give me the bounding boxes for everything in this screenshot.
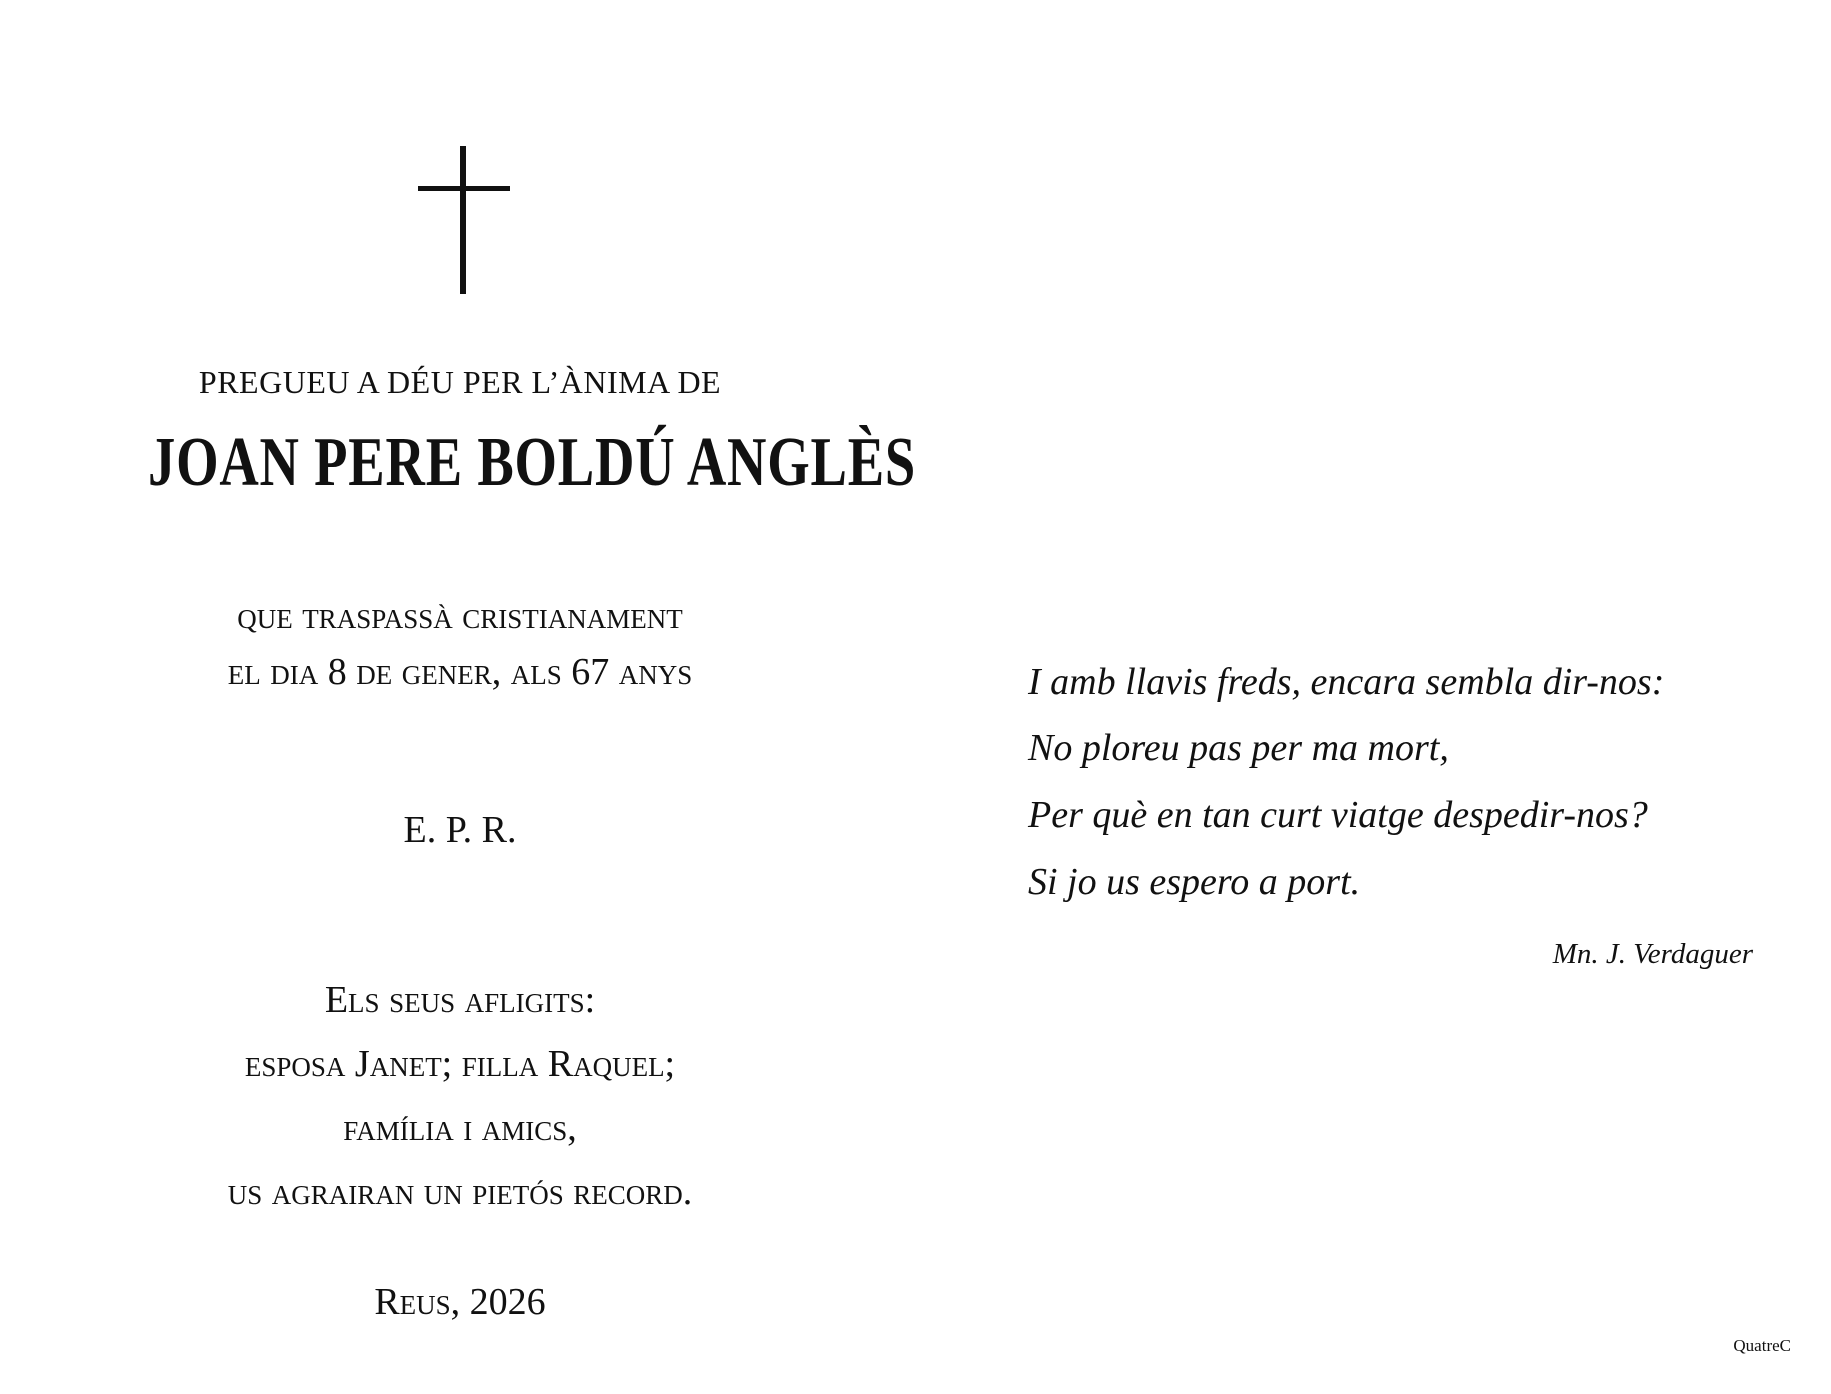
mourners-line-3: família i amics, bbox=[343, 1107, 577, 1149]
mourners-line-1: Els seus afligits: bbox=[324, 979, 596, 1021]
prayer-line: PREGUEU A DÉU PER L’ÀNIMA DE bbox=[198, 364, 722, 400]
cross-icon bbox=[418, 146, 510, 294]
poem-author: Mn. J. Verdaguer bbox=[1552, 938, 1753, 970]
deceased-name: JOAN PERE BOLDÚ ANGLÈS bbox=[148, 424, 917, 501]
poem-line-2: No ploreu pas per ma mort, bbox=[1028, 727, 1449, 769]
passing-line-1: que traspassà cristianament bbox=[237, 595, 683, 637]
mourners-line-4: us agrairan un pietós record. bbox=[227, 1171, 693, 1213]
mourners-line-2: esposa Janet; filla Raquel; bbox=[244, 1043, 676, 1085]
passing-line-2: el dia 8 de gener, als 67 anys bbox=[227, 651, 693, 693]
poem-line-4: Si jo us espero a port. bbox=[1028, 861, 1361, 903]
epr-abbreviation: E. P. R. bbox=[403, 809, 517, 851]
poem-line-3: Per què en tan curt viatge despedir-nos? bbox=[1028, 794, 1648, 836]
printer-mark: QuatreC bbox=[1733, 1336, 1791, 1355]
poem-line-1: I amb llavis freds, encara sembla dir-nos: bbox=[1028, 661, 1665, 703]
place-year: Reus, 2026 bbox=[374, 1281, 546, 1323]
